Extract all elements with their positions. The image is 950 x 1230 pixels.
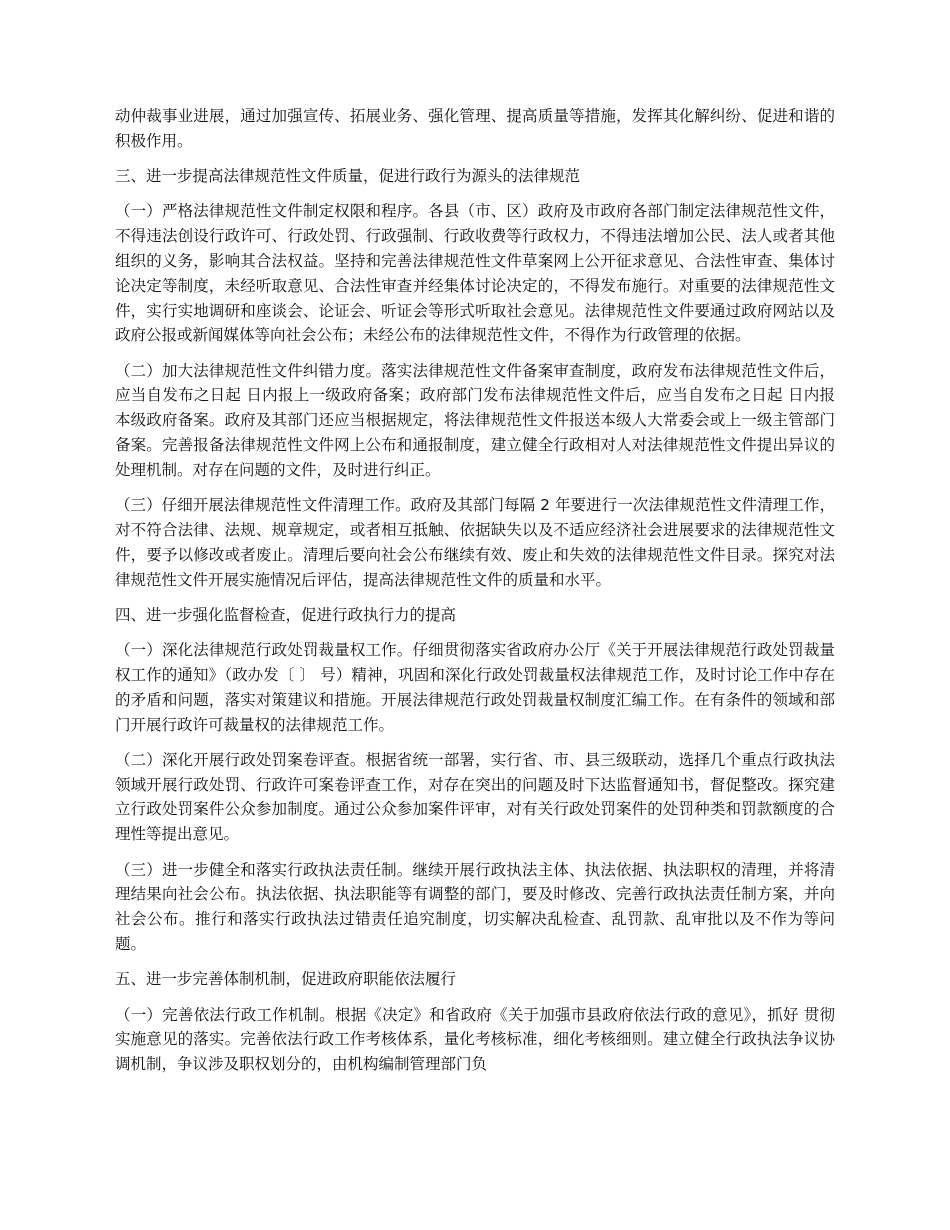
paragraph-3-2: （二）加大法律规范性文件纠错力度。落实法律规范性文件备案审查制度，政府发布法律规范性文件后，应当自发布之日起 日内报上一级政府备案；政府部门发布法律规范性文件后，应当自发布之日起 日内报本级政府备案。政府及其部门还应当根据规定，将法律规范性文件报送本级人大常委会或上一级主管部门备案。完善报备法律规范性文件网上公布和通报制度，建立健全行政相对人对法律规范性文件提出异议的处理机制。对存在问题的文件，及时进行纠正。 [115, 361, 835, 479]
paragraph-3-3: （三）仔细开展法律规范性文件清理工作。政府及其部门每隔 2 年要进行一次法律规范性文件清理工作，对不符合法律、法规、规章规定，或者相互抵触、依据缺失以及不适应经济社会进展要求的法律规范性文件，要予以修改或者废止。清理后要向社会公布继续有效、废止和失效的法律规范性文件目录。探究对法律规范性文件开展实施情况后评估，提高法律规范性文件的质量和水平。 [115, 496, 835, 589]
document-page [115, 104, 835, 1087]
section-heading-3: 三、进一步提高法律规范性文件质量，促进行政行为源头的法律规范 [115, 167, 581, 186]
paragraph-4-1: （一）深化法律规范行政处罚裁量权工作。仔细贯彻落实省政府办公厅《关于开展法律规范行政处罚裁量权工作的通知》（政办发〔 〕 号）精神，巩固和深化行政处罚裁量权法律规范工作，及时讨论工作中存在的矛盾和问题，落实对策建议和措施。开展法律规范行政处罚裁量权制度汇编工作。在有条件的领域和部门开展行政许可裁量权的法律规范工作。 [115, 641, 835, 734]
paragraph-4-3: （三）进一步健全和落实行政执法责任制。继续开展行政执法主体、执法依据、执法职权的清理，并将清理结果向社会公布。执法依据、执法职能等有调整的部门，要及时修改、完善行政执法责任制方案，并向社会公布。推行和落实行政执法过错责任追究制度，切实解决乱检查、乱罚款、乱审批以及不作为等问题。 [115, 860, 835, 953]
paragraph-4-2: （二）深化开展行政处罚案卷评查。根据省统一部署，实行省、市、县三级联动，选择几个重点行政执法领域开展行政处罚、行政许可案卷评查工作，对存在突出的问题及时下达监督通知书，督促整改。探究建立行政处罚案件公众参加制度。通过公众参加案件评审，对有关行政处罚案件的处罚种类和罚款额度的合理性等提出意见。 [115, 750, 835, 844]
paragraph-continuation: 动仲裁事业进展，通过加强宣传、拓展业务、强化管理、提高质量等措施，发挥其化解纠纷、促进和谐的积极作用。 [115, 107, 835, 150]
section-heading-4: 四、进一步强化监督检查，促进行政执行力的提高 [115, 605, 457, 624]
section-heading-5: 五、进一步完善体制机制，促进政府职能依法履行 [115, 970, 457, 989]
paragraph-5-1: （一）完善依法行政工作机制。根据《决定》和省政府《关于加强市县政府依法行政的意见》，抓好 贯彻实施意见的落实。完善依法行政工作考核体系，量化考核标准，细化考核细则。建立健全行政执法争议协调机制，争议涉及职权划分的，由机构编制管理部门负 [115, 1005, 835, 1074]
paragraph-3-1: （一）严格法律规范性文件制定权限和程序。各县（市、区）政府及市政府各部门制定法律规范性文件，不得违法创设行政许可、行政处罚、行政强制、行政收费等行政权力，不得违法增加公民、法人或者其他组织的义务，影响其合法权益。坚持和完善法律规范性文件草案网上公开征求意见、合法性审查、集体讨论决定等制度，未经听取意见、合法性审查并经集体讨论决定的，不得发布施行。对重要的法律规范性文件，实行实地调研和座谈会、论证会、听证会等形式听取社会意见。法律规范性文件要通过政府网站以及政府公报或新闻媒体等向社会公布；未经公布的法律规范性文件，不得作为行政管理的依据。 [115, 202, 835, 345]
